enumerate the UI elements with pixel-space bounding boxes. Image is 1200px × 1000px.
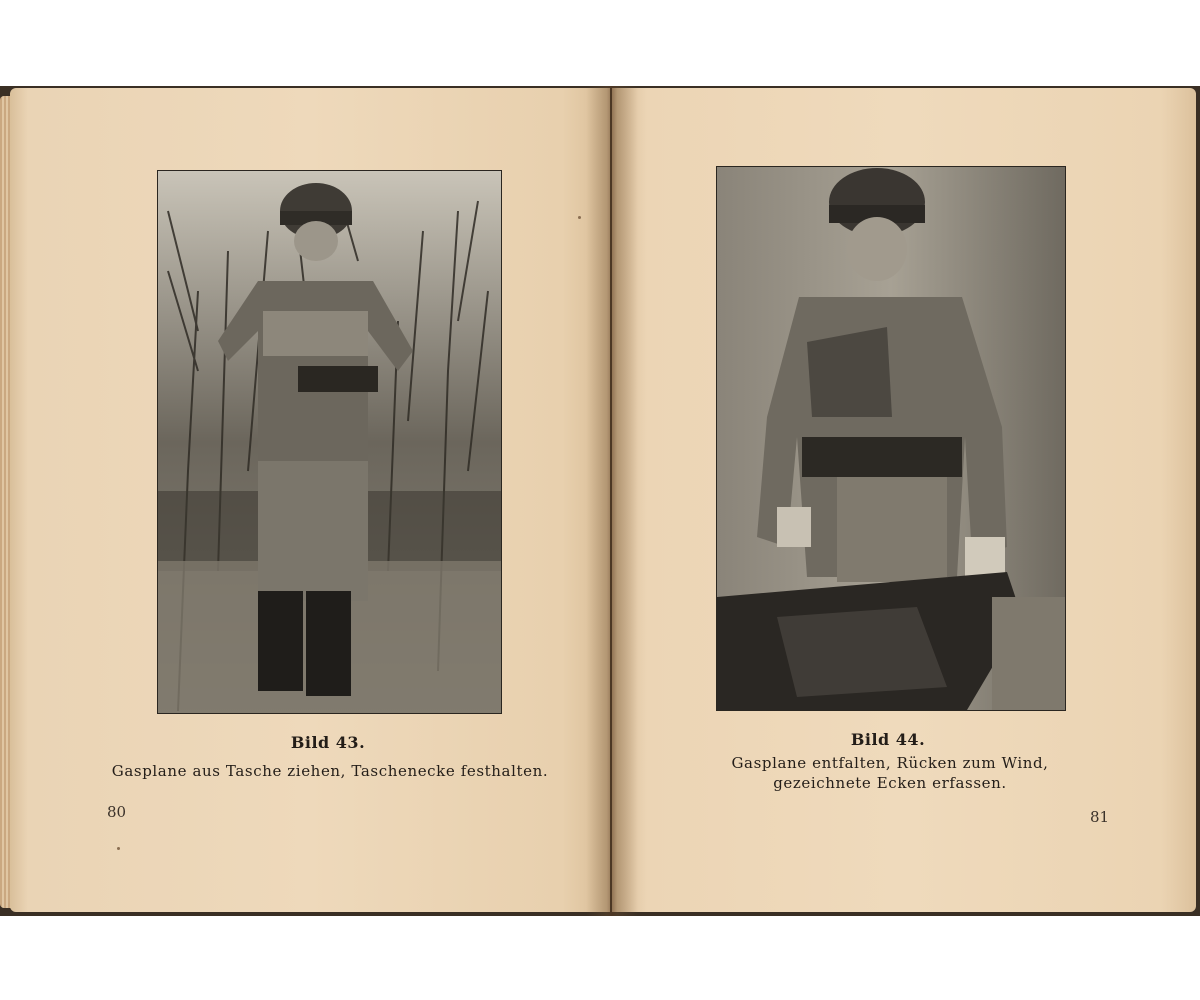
caption-44-line1: Gasplane entfalten, Rücken zum Wind, [731,754,1049,772]
ink-speck [578,216,581,219]
page-number-81: 81 [1090,808,1110,826]
photo-bild-43 [157,170,502,714]
figure-label-44: Bild 44. [850,730,926,749]
photo-bild-44 [716,166,1066,711]
caption-43: Gasplane aus Tasche ziehen, Taschenecke festhalten. [111,762,549,780]
page-number-80: 80 [107,803,127,821]
book-spine [586,86,638,916]
figure-label-43: Bild 43. [290,733,366,752]
caption-44-line2: gezeichnete Ecken erfassen. [773,774,1007,792]
ink-speck [117,847,120,850]
soldier-photo-image [158,171,501,713]
soldier-gas-cape-photo-image [717,167,1065,710]
